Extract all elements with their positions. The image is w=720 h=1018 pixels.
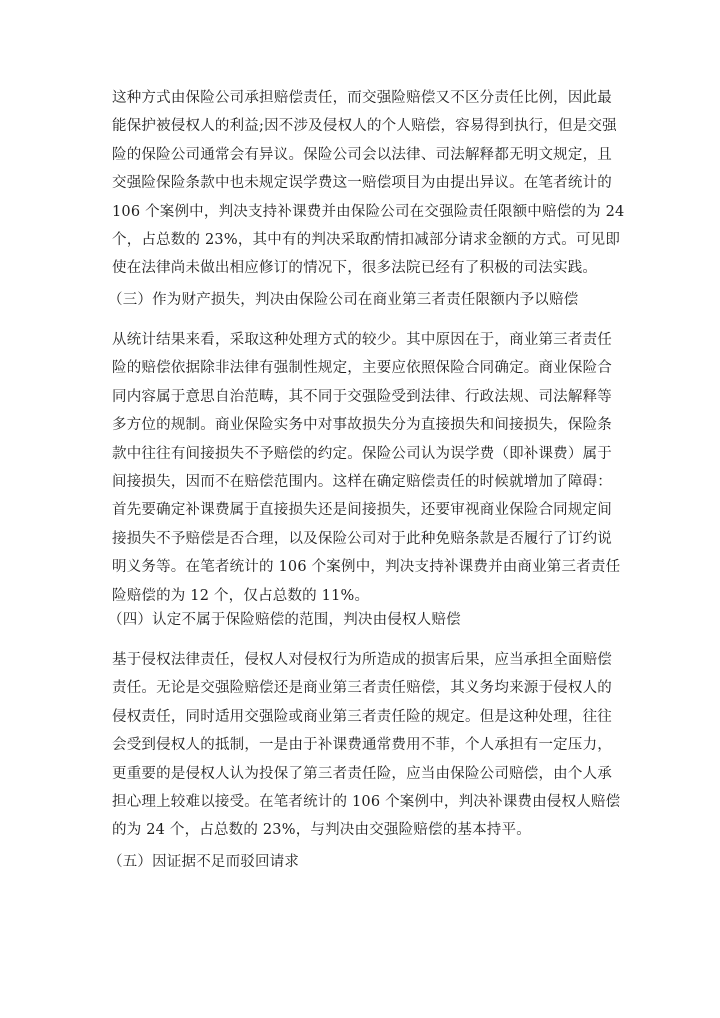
heading-text: （五）因证据不足而驳回请求: [108, 854, 300, 870]
text-line: 险的赔偿依据除非法律有强制性规定，主要应依照保险合同确定。商业保险合: [112, 360, 612, 377]
text-line: 从统计结果来看，采取这种处理方式的较少。其中原因在于，商业第三者责任: [112, 332, 612, 348]
paragraph-commercial-insurance: [112, 326, 621, 610]
paragraph-tortfeasor-liability: [112, 646, 621, 845]
text-line: 侵权责任，同时适用交强险或商业第三者责任险的规定。但是这种处理，往往: [112, 708, 612, 725]
section-heading-5: [108, 848, 608, 876]
heading-text: （三）作为财产损失，判决由保险公司在商业第三者责任限额内予以赔偿: [108, 292, 579, 308]
text-line: 首先要确定补课费属于直接损失还是间接损失，还要审视商业保险合同规定间: [112, 502, 612, 519]
text-line: 这种方式由保险公司承担赔偿责任，而交强险赔偿又不区分责任比例，因此最: [112, 90, 612, 106]
text-line: 交强险保险条款中也未规定误学费这一赔偿项目为由提出异议。在笔者统计的: [112, 175, 612, 192]
text-line: 险赔偿的为 12 个，仅占总数的 11%。: [112, 587, 370, 604]
section-heading-4: [108, 606, 608, 634]
text-line: 同内容属于意思自治范畴，其不同于交强险受到法律、行政法规、司法解释等: [112, 388, 612, 405]
text-line: 更重要的是侵权人认为投保了第三者责任险，应当由保险公司赔偿，由个人承: [112, 765, 612, 782]
text-line: 基于侵权法律责任，侵权人对侵权行为所造成的损害后果，应当承担全面赔偿: [112, 652, 612, 668]
text-line: 接损失不予赔偿是否合理，以及保险公司对于此种免赔条款是否履行了订约说: [112, 530, 612, 547]
text-line: 的为 24 个，占总数的 23%，与判决由交强险赔偿的基本持平。: [112, 822, 531, 839]
text-line: 多方位的规制。商业保险实务中对事故损失分为直接损失和间接损失，保险条: [112, 417, 612, 434]
text-line: 明义务等。在笔者统计的 106 个案例中，判决支持补课费并由商业第三者责任: [112, 559, 621, 576]
text-line: 能保护被侵权人的利益;因不涉及侵权人的个人赔偿，容易得到执行，但是交强: [112, 118, 617, 135]
text-line: 险的保险公司通常会有异议。保险公司会以法律、司法解释都无明文规定，且: [112, 146, 612, 163]
text-line: 款中往往有间接损失不予赔偿的约定。保险公司认为误学费（即补课费）属于: [112, 445, 612, 462]
heading-text: （四）认定不属于保险赔偿的范围，判决由侵权人赔偿: [108, 612, 461, 628]
text-line: 使在法律尚未做出相应修订的情况下，很多法院已经有了积极的司法实践。: [112, 260, 598, 277]
text-line: 担心理上较难以接受。在笔者统计的 106 个案例中，判决补课费由侵权人赔偿: [112, 793, 621, 810]
text-line: 会受到侵权人的抵制，一是由于补课费通常费用不菲，个人承担有一定压力，: [112, 737, 612, 754]
text-line: 个，占总数的 23%，其中有的判决采取酌情扣减部分请求金额的方式。可见即: [112, 231, 621, 248]
paragraph-insurance-compulsory: [112, 84, 625, 283]
text-line: 间接损失，因而不在赔偿范围内。这样在确定赔偿责任的时候就增加了障碍：: [112, 473, 612, 490]
section-heading-3: [108, 286, 608, 314]
text-line: 106 个案例中，判决支持补课费并由保险公司在交强险责任限额中赔偿的为 24: [112, 203, 625, 220]
text-line: 责任。无论是交强险赔偿还是商业第三者责任赔偿，其义务均来源于侵权人的: [112, 680, 612, 697]
